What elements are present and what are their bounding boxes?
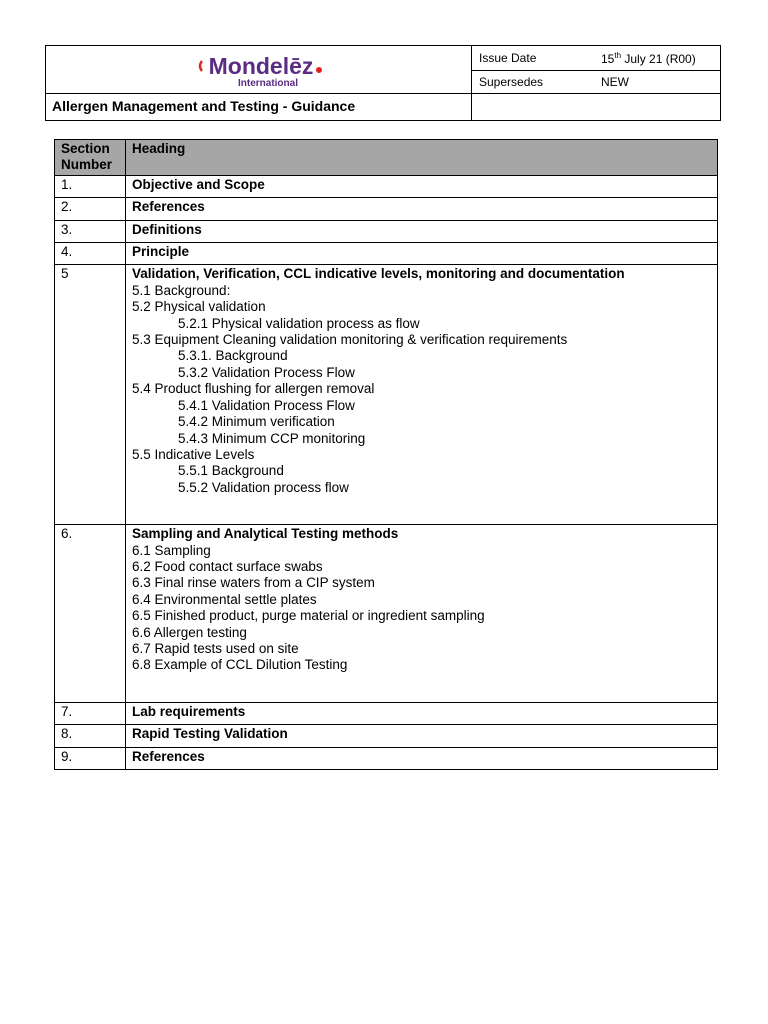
issue-date-day: 15 xyxy=(601,52,615,66)
section-heading: Validation, Verification, CCL indicative levels, monitoring and documentation xyxy=(132,266,625,282)
section-heading-cell xyxy=(126,747,718,769)
section-number: 6. xyxy=(55,525,126,703)
subsection-item: 6.7 Rapid tests used on site xyxy=(132,640,299,656)
table-row xyxy=(55,747,718,769)
section-heading: Definitions xyxy=(132,221,202,237)
section-heading: Rapid Testing Validation xyxy=(132,726,288,742)
subsection-item: 6.8 Example of CCL Dilution Testing xyxy=(132,657,348,673)
subsection-item-level2: 5.2.1 Physical validation process as flow xyxy=(178,315,420,331)
table-row xyxy=(55,198,718,220)
table-row xyxy=(55,265,718,525)
table-header-row xyxy=(55,140,718,176)
issue-date-rest: July 21 (R00) xyxy=(621,52,696,66)
section-number: 9. xyxy=(55,747,126,769)
contents-body xyxy=(55,175,718,769)
table-row xyxy=(55,725,718,747)
subsection-item-level2: 5.3.2 Validation Process Flow xyxy=(178,364,355,380)
heading-header: Heading xyxy=(126,140,718,176)
section-number: 7. xyxy=(55,702,126,724)
header-divider xyxy=(472,70,720,71)
subsection-item: 5.3 Equipment Cleaning validation monitoring & verification requirements xyxy=(132,332,568,348)
section-heading: References xyxy=(132,748,205,764)
section-heading: Objective and Scope xyxy=(132,176,265,192)
subsection-item: 6.5 Finished product, purge material or ingredient sampling xyxy=(132,608,485,624)
document-title: Allergen Management and Testing - Guidance xyxy=(52,98,356,114)
subsection-item: 6.4 Environmental settle plates xyxy=(132,591,317,607)
subsection-item-level2: 5.5.2 Validation process flow xyxy=(178,479,349,495)
mondelez-logo xyxy=(196,50,326,90)
section-heading-cell xyxy=(126,702,718,724)
logo-dot xyxy=(316,67,322,73)
supersedes-value: NEW xyxy=(601,75,629,89)
supersedes-label: Supersedes xyxy=(479,75,544,89)
logo-swoosh-left xyxy=(200,61,202,71)
table-row xyxy=(55,220,718,242)
logo-subtext: International xyxy=(237,78,299,89)
section-heading-cell xyxy=(126,725,718,747)
section-heading: Principle xyxy=(132,244,190,260)
section-number: 1. xyxy=(55,175,126,197)
issue-date-value xyxy=(601,51,696,66)
section-number: 5 xyxy=(55,265,126,525)
subsection-item: 5.4 Product flushing for allergen removal xyxy=(132,381,375,397)
section-number: 2. xyxy=(55,198,126,220)
section-heading-cell xyxy=(126,198,718,220)
subsection-item: 6.6 Allergen testing xyxy=(132,624,247,640)
subsection-item: 6.3 Final rinse waters from a CIP system xyxy=(132,575,375,591)
contents-table xyxy=(54,139,718,770)
subsection-item-level2: 5.4.2 Minimum verification xyxy=(178,414,335,430)
subsection-item-level2: 5.5.1 Background xyxy=(178,463,284,479)
section-heading-cell xyxy=(126,175,718,197)
section-number: 3. xyxy=(55,220,126,242)
table-row xyxy=(55,702,718,724)
table-row xyxy=(55,243,718,265)
table-row xyxy=(55,175,718,197)
subsection-item-level2: 5.4.1 Validation Process Flow xyxy=(178,397,355,413)
subsection-item: 6.2 Food contact surface swabs xyxy=(132,558,323,574)
section-heading-cell xyxy=(126,220,718,242)
section-heading: References xyxy=(132,199,205,215)
document-header xyxy=(45,45,721,121)
header-divider xyxy=(46,93,471,94)
subsection-item: 5.5 Indicative Levels xyxy=(132,446,255,462)
logo-wordmark: Mondelēz xyxy=(208,53,314,79)
section-heading-cell xyxy=(126,243,718,265)
section-number: 8. xyxy=(55,725,126,747)
section-heading: Lab requirements xyxy=(132,703,246,719)
subsection-item-level2: 5.3.1. Background xyxy=(178,348,288,364)
table-row xyxy=(55,525,718,703)
issue-date-suffix: th xyxy=(614,51,622,60)
section-heading-cell xyxy=(126,265,718,525)
subsection-item: 5.2 Physical validation xyxy=(132,299,266,315)
subsection-item: 5.1 Background: xyxy=(132,282,231,298)
section-number-header: Section Number xyxy=(55,140,126,176)
subsection-item-level2: 5.4.3 Minimum CCP monitoring xyxy=(178,430,366,446)
subsection-item: 6.1 Sampling xyxy=(132,542,211,558)
issue-date-label: Issue Date xyxy=(479,51,537,65)
section-heading-cell xyxy=(126,525,718,703)
header-divider xyxy=(471,46,472,120)
header-divider xyxy=(472,93,720,94)
section-heading: Sampling and Analytical Testing methods xyxy=(132,526,399,542)
section-number: 4. xyxy=(55,243,126,265)
